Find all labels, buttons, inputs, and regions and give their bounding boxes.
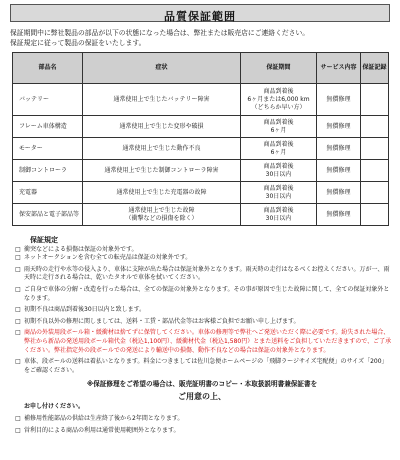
notice-line: お申し付けください。 [24, 403, 85, 411]
symptom-line: 通常使用上で生じた故障 [128, 206, 195, 214]
rule-item [12, 266, 392, 283]
rule-text: 初期不良以外の修理に関しましては、送料・工賃・部品代金等はお客様ご負担でお願い申し上げます。 [24, 317, 300, 325]
period-line: 商品到着後 [263, 162, 294, 170]
rule-text: 車体、段ボールの送料は着払いとなります。料金につきましては佐川急便ホームページの「飛脚ラージサイズ宅配便」のサイズ「200」をご確認ください。 [24, 358, 388, 374]
header-service: サービス内容 [317, 53, 361, 84]
checkbox-icon: □ [15, 317, 21, 325]
header-period: 保証期間 [241, 53, 317, 84]
period-line: 商品到着後 [263, 206, 294, 214]
cell-period [241, 138, 317, 160]
cell-service: 無償修理 [317, 204, 361, 226]
cell-record [361, 138, 389, 160]
cell-service: 無償修理 [317, 160, 361, 182]
rule-text: 商品の外装用段ボール箱・緩衝材は捨てずに保管してください。車体の修理等で弊社へご発送いただく際に必要です。紛失された場合、弊社から新品の発送用段ボール箱代金（税込1,100円）、緩衝材代金（税込1,580円）とまた送料をご負担していただきますので、ご了承ください。弊社指定外の段ボールでの発送により輸送中の損傷、動作不良などの場合は保証の対象外となります。 [24, 329, 392, 354]
cell-part: モーター [13, 138, 83, 160]
period-line: （どちらか早い方） [251, 103, 306, 111]
period-line: 30日以内 [265, 192, 292, 200]
page-title-bar [10, 4, 390, 22]
checkbox-icon: □ [15, 285, 21, 293]
rule-item [12, 358, 392, 375]
rule-item [12, 306, 392, 315]
header-part: 部品名 [13, 53, 83, 84]
table-row [13, 204, 389, 226]
cell-symptom: 通常使用上で生じた充電器の故障 [83, 182, 241, 204]
symptom-line: （衝撃などの損傷を除く） [125, 214, 198, 222]
header-record: 保証記録 [361, 53, 389, 84]
rule-item [12, 318, 392, 327]
rule-item [12, 286, 392, 303]
warranty-table [12, 52, 389, 226]
cell-record [361, 84, 389, 116]
checkbox-icon: □ [15, 245, 21, 253]
table-row [13, 182, 389, 204]
cell-record [361, 204, 389, 226]
header-symptom: 症状 [83, 53, 241, 84]
table-row [13, 84, 389, 116]
period-line: 商品到着後 [263, 118, 294, 126]
cell-service: 無償修理 [317, 84, 361, 116]
cell-service: 無償修理 [317, 116, 361, 138]
period-line: 商品到着後 [263, 140, 294, 148]
rule-item [12, 415, 392, 424]
checkbox-icon: □ [15, 426, 21, 434]
checkbox-icon: □ [15, 306, 21, 314]
rule-text: ネットオークションを含む全ての転売品は保証の対象外です。 [24, 254, 192, 262]
rule-item-warning [12, 329, 392, 355]
cell-part: 制御コントローラ [13, 160, 83, 182]
period-line: 商品到着後 [263, 87, 294, 95]
period-line: 6ヶ月または6,000 km [247, 95, 310, 103]
rule-text: ご自身で車体の分解・改造を行った場合は、全ての保証の対象外となります。その事が原因で生じた故障に関して、全ての保証対象外となります。 [24, 285, 390, 302]
table-header-row [13, 53, 389, 84]
checkbox-icon: □ [15, 358, 21, 366]
table-row [13, 116, 389, 138]
table-row [13, 160, 389, 182]
checkbox-icon: □ [15, 254, 21, 262]
cell-part: バッテリー [13, 84, 83, 116]
rule-item [12, 246, 392, 255]
rule-text: 衝突などによる損傷は保証の対象外です。 [24, 245, 138, 253]
period-line: 商品到着後 [263, 184, 294, 192]
cell-period [241, 204, 317, 226]
rule-item [12, 254, 392, 263]
rule-text: 補修用性能部品の供給は生産終了後から2年間となります。 [24, 414, 184, 422]
notice-line: ご用意の上、 [178, 392, 226, 402]
period-line: 6ヶ月 [270, 126, 287, 134]
intro-line-2: 保証規定に従って製品の保証をいたします。 [10, 39, 146, 47]
cell-service: 無償修理 [317, 182, 361, 204]
period-line: 6ヶ月 [270, 148, 287, 156]
cell-period [241, 182, 317, 204]
cell-record [361, 182, 389, 204]
warranty-rules [12, 236, 392, 438]
period-line: 30日以内 [265, 214, 292, 222]
cell-period [241, 160, 317, 182]
rule-item [12, 427, 392, 436]
cell-symptom: 通常使用上で生じた制御コントローラ障害 [83, 160, 241, 182]
checkbox-icon: □ [15, 329, 21, 337]
intro-line-1: 保証期間中に弊社製品の部品が以下の状態になった場合は、弊社または販売店にご連絡ください。 [10, 29, 310, 37]
cell-service: 無償修理 [317, 138, 361, 160]
period-line: 30日以内 [265, 170, 292, 178]
rule-text: 雨天時の走行や水等の侵入より、車体に支障が出た場合は保証対象外となります。雨天時の走行はなるべくお控えください。万が一、雨天時に走行される場合は、乾いたタオルで車体を拭いてください。 [24, 265, 390, 282]
cell-part: 保安部品と電子部品等 [13, 204, 83, 226]
cell-period [241, 84, 317, 116]
table-row [13, 138, 389, 160]
cell-part: フレーム車体構造 [13, 116, 83, 138]
cell-symptom: 通常使用上で生じた変形や破損 [83, 116, 241, 138]
cell-record [361, 116, 389, 138]
cell-symptom: 通常使用上で生じた動作不良 [83, 138, 241, 160]
cell-period [241, 116, 317, 138]
checkbox-icon: □ [15, 265, 21, 273]
intro-text [10, 28, 390, 48]
page-title: 品質保証範囲 [164, 10, 236, 23]
cell-record [361, 160, 389, 182]
cell-symptom: 通常使用上で生じたバッテリー障害 [83, 84, 241, 116]
rules-heading: 保証規定 [30, 236, 58, 244]
notice-line: ※保証修理をご希望の場合は、販売証明書のコピー・本取扱説明書兼保証書を [86, 380, 318, 389]
cell-symptom [83, 204, 241, 226]
cell-part: 充電器 [13, 182, 83, 204]
rule-text: 初期不良は商品到着後30日以内と致します。 [24, 306, 146, 314]
checkbox-icon: □ [15, 414, 21, 422]
rule-text: 営利目的による商品の利用は通常使用範囲外となります。 [24, 426, 180, 434]
